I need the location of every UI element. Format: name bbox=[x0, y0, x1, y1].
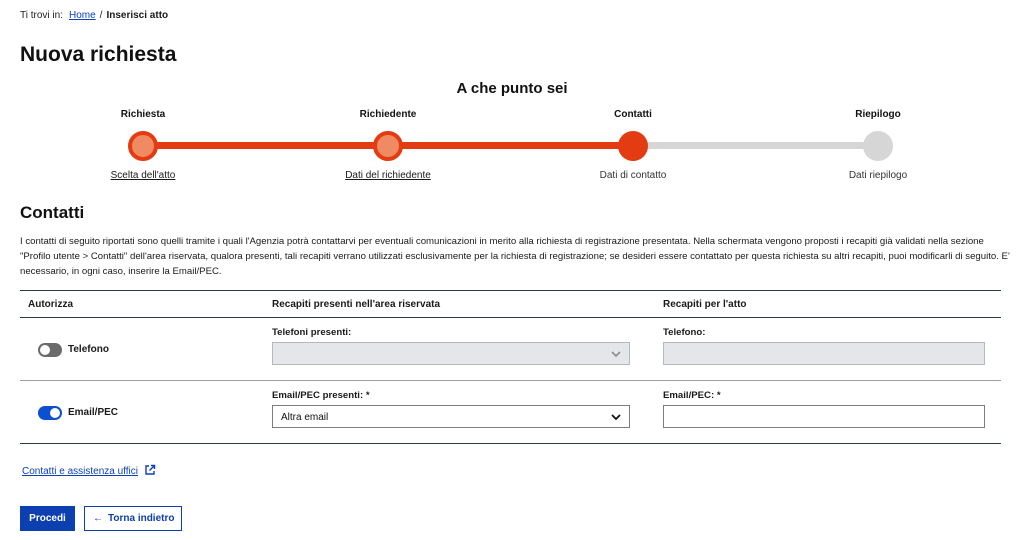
breadcrumb-current: Inserisci atto bbox=[106, 10, 169, 21]
table-row-telefono bbox=[20, 318, 1001, 381]
step-dot-current bbox=[618, 131, 648, 161]
email-pec-toggle[interactable] bbox=[38, 406, 62, 420]
toggle-knob bbox=[40, 345, 50, 355]
header-act: Recapiti per l'atto bbox=[663, 299, 747, 310]
header-reserved: Recapiti presenti nell'area riservata bbox=[272, 299, 441, 310]
progress-title: A che punto sei bbox=[456, 80, 568, 97]
chevron-down-icon bbox=[610, 348, 622, 360]
email-pec-input[interactable] bbox=[663, 405, 985, 428]
select-value: Altra email bbox=[281, 412, 329, 423]
toggle-label: Telefono bbox=[68, 344, 109, 355]
telefono-toggle[interactable] bbox=[38, 343, 62, 357]
field-label: Email/PEC presenti: * bbox=[272, 390, 370, 401]
step-link-dati-richiedente[interactable]: Dati del richiedente bbox=[345, 170, 431, 181]
breadcrumb-prefix: Ti trovi in: bbox=[20, 10, 63, 21]
breadcrumb-home-link[interactable]: Home bbox=[68, 10, 96, 21]
step-contatti bbox=[558, 108, 708, 181]
step-richiedente bbox=[313, 108, 463, 181]
page-title: Nuova richiesta bbox=[20, 43, 177, 66]
step-link-scelta-atto[interactable]: Scelta dell'atto bbox=[110, 170, 176, 181]
breadcrumb bbox=[20, 10, 168, 21]
step-dot-done bbox=[373, 131, 403, 161]
step-sub-label: Dati di contatto bbox=[599, 170, 667, 181]
telefono-input[interactable] bbox=[663, 342, 985, 365]
step-label: Richiesta bbox=[120, 109, 166, 120]
step-riepilogo bbox=[803, 108, 953, 181]
step-label: Contatti bbox=[614, 109, 652, 120]
toggle-label: Email/PEC bbox=[68, 407, 119, 418]
toggle-knob bbox=[50, 408, 60, 418]
assist-link[interactable]: Contatti e assistenza uffici bbox=[22, 466, 138, 477]
back-button-label: Torna indietro bbox=[108, 513, 175, 524]
step-dot-todo bbox=[863, 131, 893, 161]
email-pec-presenti-select[interactable] bbox=[272, 405, 630, 428]
section-title: Contatti bbox=[20, 203, 85, 222]
back-button[interactable] bbox=[84, 506, 182, 531]
step-richiesta bbox=[68, 108, 218, 181]
header-authorize: Autorizza bbox=[28, 299, 73, 310]
step-sub-label: Dati riepilogo bbox=[848, 170, 908, 181]
breadcrumb-separator: / bbox=[99, 10, 103, 21]
proceed-button[interactable]: Procedi bbox=[20, 506, 75, 531]
section-intro: I contatti di seguito riportati sono quelli tramite i quali l'Agenzia potrà contattarvi per eventuali comunicazioni in merito alla richiesta di registrazione presentata. Nella schermata vengono proposti i recapiti già validati nella sezione "Profilo utente > Contatti" dell'area riservata, qualora presenti, tali recapiti verrano utilizzati esclusivamente per la richiesta di registrazione; se desideri essere contattato per questa richiesta su altri recapiti, puoi modificarli di seguito. E' necessario, in ogni caso, inserire la Email/PEC. bbox=[20, 236, 1010, 277]
field-label: Telefoni presenti: bbox=[272, 327, 352, 338]
external-link-icon[interactable] bbox=[144, 464, 156, 476]
progress-stepper bbox=[0, 108, 1024, 188]
step-dot-done bbox=[128, 131, 158, 161]
table-row-email bbox=[20, 381, 1001, 444]
arrow-left-icon: ← bbox=[93, 513, 103, 524]
step-label: Richiedente bbox=[359, 109, 417, 120]
field-label: Telefono: bbox=[663, 327, 706, 338]
contacts-table bbox=[20, 290, 1001, 444]
table-header bbox=[20, 290, 1001, 318]
telefoni-presenti-select[interactable] bbox=[272, 342, 630, 365]
chevron-down-icon bbox=[610, 411, 622, 423]
field-label: Email/PEC: * bbox=[663, 390, 721, 401]
step-label: Riepilogo bbox=[855, 109, 901, 120]
